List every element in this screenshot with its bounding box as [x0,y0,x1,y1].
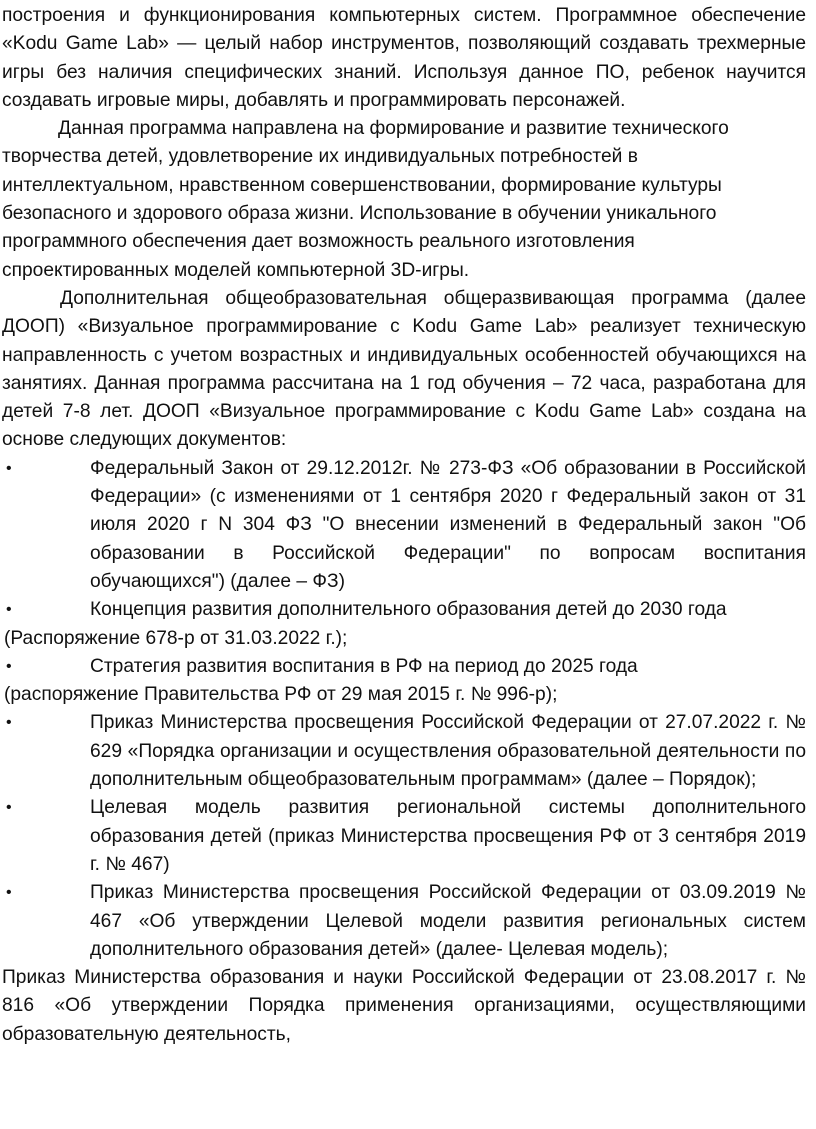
bullet-icon: • [6,459,12,477]
bullet-icon: • [6,799,12,817]
list-item-target-model [2,794,806,879]
bullet-icon: • [6,884,12,902]
list-item-concept-2030 [2,596,806,653]
bullet-icon: • [6,601,12,619]
paragraph-program-overview: Дополнительная общеобразовательная общеразвивающая программа (далее ДООП) «Визуальное программирование с Kodu Game Lab» реализует техническую направленность с учетом возрастных и индивидуальных особенностей обучающихся на занятиях. Данная программа рассчитана на 1 год обучения – 72 часа, разработана для детей 7-8 лет. ДООП «Визуальное программирование с Kodu Game Lab» создана на основе следующих документов: [2,287,806,451]
list-item-text: Целевая модель развития региональной системы дополнительного образования детей (приказ Министерства просвещения РФ от 3 сентября 2019 г. № 467) [90,797,806,875]
list-item-order-629 [2,709,806,794]
list-item-text: Стратегия развития воспитания в РФ на период до 2025 года [90,655,638,677]
list-item-text: Приказ Министерства просвещения Российской Федерации от 03.09.2019 № 467 «Об утверждении Целевой модели развития региональных систем дополнительного образования детей» (далее- Целевая модель); [90,882,806,960]
list-item-continuation: (распоряжение Правительства РФ от 29 мая 2015 г. № 996-р); [4,684,558,706]
list-item-continuation: (Распоряжение 678-р от 31.03.2022 г.); [4,627,348,649]
list-item-text: Федеральный Закон от 29.12.2012г. № 273-ФЗ «Об образовании в Российской Федерации» (с изменениями от 1 сентября 2020 г Федеральный закон от 31 июля 2020 г N 304 ФЗ "О внесении изменений в Федеральный закон "Об образовании в Российской Федерации" по вопросам воспитания обучающихся") (далее – ФЗ) [90,457,806,592]
paragraph-software-description: построения и функционирования компьютерных систем. Программное обеспечение «Kodu Game Lab» — целый набор инструментов, позволяющий создавать трехмерные игры без наличия специфических знаний. Используя данное ПО, ребенок научится создавать игровые миры, добавлять и программировать персонажей. [2,5,806,111]
bullet-icon: • [6,657,12,675]
list-item-text: Приказ Министерства просвещения Российской Федерации от 27.07.2022 г. № 629 «Порядка организации и осуществления образовательной деятельности по дополнительным общеобразовательным программам» (далее – Порядок); [90,712,806,791]
list-item-strategy-2025 [2,653,806,710]
paragraph-order-816: Приказ Министерства образования и науки Российской Федерации от 23.08.2017 г. № 816 «Об утверждении Порядка применения организациями, осуществляющими образовательную деятельность, [2,967,806,1045]
list-item-federal-law [2,455,806,596]
paragraph-program-goals: Данная программа направлена на формирование и развитие технического творчества детей, удовлетворение их индивидуальных потребностей в интеллектуальном, нравственном совершенствовании, формирование культуры безопасного и здорового образа жизни. Использование в обучении уникального программного обеспечения дает возможность реального изготовления спроектированных моделей компьютерной 3D-игры. [2,118,729,281]
list-item-text: Концепция развития дополнительного образования детей до 2030 года [90,599,727,621]
bullet-icon: • [6,714,12,732]
list-item-order-467 [2,879,806,964]
